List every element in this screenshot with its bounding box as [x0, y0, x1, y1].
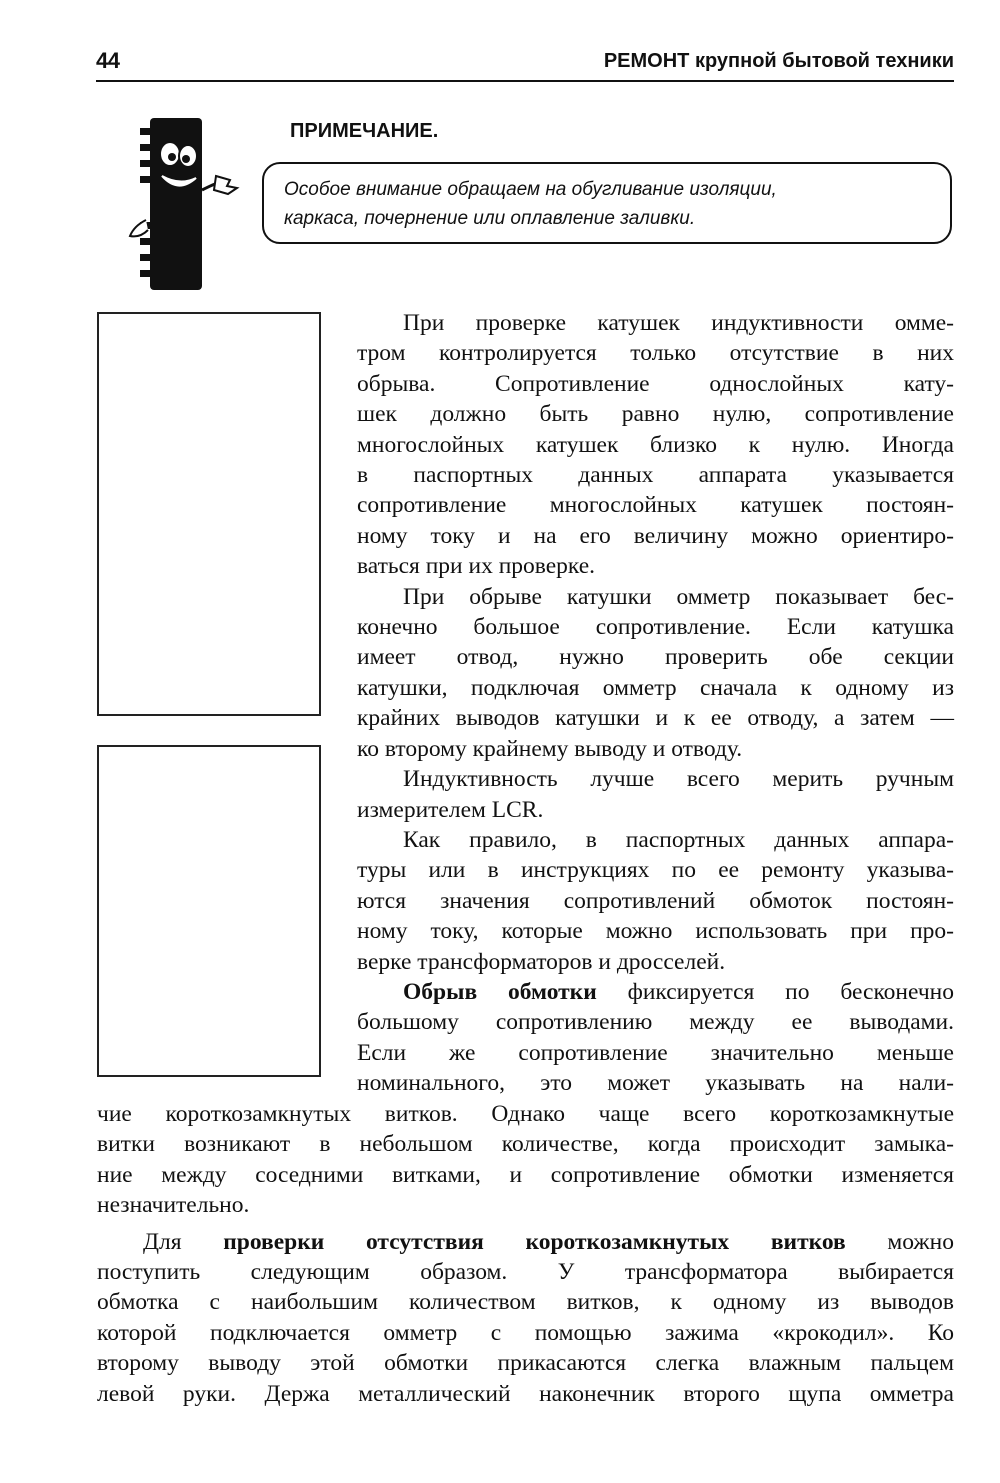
text-line: многослойных катушек близко к нулю. Иногда [357, 431, 954, 458]
text-line: ваться при их проверке. [357, 553, 596, 580]
bold-term: Обрыв обмотки [403, 978, 597, 1005]
text-line: шек должно быть равно нулю, сопротивление [357, 401, 954, 428]
text-line: конечно большое сопротивление. Если катушка [357, 614, 954, 641]
text-line: Если же сопротивление значительно меньше [357, 1039, 954, 1066]
figure-placeholder [97, 312, 321, 716]
text-column [357, 308, 954, 1099]
page-header [96, 48, 954, 82]
text-line: туры или в инструкциях по ее ремонту указыва- [357, 857, 954, 884]
text-line: сопротивление многослойных катушек постоян- [357, 492, 954, 519]
text-line: незначительно. [97, 1192, 250, 1219]
text-run: можно [845, 1228, 954, 1255]
page-number: 44 [96, 48, 120, 73]
text-line: верке трансформаторов и дросселей. [357, 948, 726, 975]
text-line: ному току и на его величину можно ориентиро- [357, 522, 954, 549]
text-line: Как правило, в паспортных данных аппара- [403, 826, 954, 853]
figure-placeholder [97, 745, 321, 1077]
chip-mascot-icon [118, 110, 248, 295]
text-line: в паспортных данных аппарата указывается [357, 462, 954, 489]
text-line: витки возникают в небольшом количестве, когда происходит замыка- [97, 1131, 954, 1158]
text-line: поступить следующим образом. У трансформатора выбирается [97, 1259, 954, 1286]
text-line: тром контролируется только отсутствие в них [357, 340, 954, 367]
text-line: ко второму крайнему выводу и отводу. [357, 735, 743, 762]
text-line: Индуктивность лучше всего мерить ручным [403, 766, 954, 793]
note-line: каркаса, почернение или оплавление заливки. [284, 208, 696, 229]
note-box [262, 162, 952, 244]
note-title: ПРИМЕЧАНИЕ. [290, 120, 439, 142]
text-line: имеет отвод, нужно проверить обе секции [357, 644, 954, 671]
text-line: крайних выводов катушки и к ее отводу, а затем — [357, 705, 954, 732]
text-full-width [97, 1099, 954, 1409]
text-run: Для [143, 1228, 224, 1255]
text-line: обмотка с наибольшим количеством витков, к одному из выводов [97, 1289, 954, 1316]
text-line [97, 1227, 954, 1257]
text-line: измерителем LCR. [357, 796, 544, 823]
text-line: которой подключается омметр с помощью зажима «крокодил». Ко [97, 1319, 954, 1346]
text-line: При обрыве катушки омметр показывает бес- [403, 583, 954, 610]
text-line: катушки, подключая омметр сначала к одному из [357, 674, 954, 701]
text-line: большому сопротивлению между ее выводами. [357, 1009, 954, 1036]
text-line: чие короткозамкнутых витков. Однако чаще всего короткозамкнутые [97, 1101, 954, 1127]
text-line: ние между соседними витками, и сопротивление обмотки изменяется [97, 1161, 954, 1188]
text-line: При проверке катушек индуктивности омме- [403, 310, 954, 336]
text-line: левой руки. Держа металлический наконечник второго щупа омметра [97, 1380, 954, 1407]
text-run: фиксируется по бесконечно [596, 978, 954, 1005]
bold-term: проверки отсутствия короткозамкнутых витков [223, 1228, 846, 1255]
text-line: номинального, это может указывать на нали- [357, 1070, 954, 1097]
text-line: второму выводу этой обмотки прикасаются слегка влажным пальцем [97, 1350, 954, 1377]
text-line [357, 977, 954, 1007]
text-line: ному току, которые можно использовать при про- [357, 918, 954, 945]
running-title: РЕМОНТ крупной бытовой техники [603, 50, 954, 72]
text-line: обрыва. Сопротивление однослойных кату- [357, 370, 954, 397]
note-line: Особое внимание обращаем на обугливание изоляции, [284, 179, 777, 200]
text-line: ются значения сопротивлений обмоток постоян- [357, 887, 954, 914]
